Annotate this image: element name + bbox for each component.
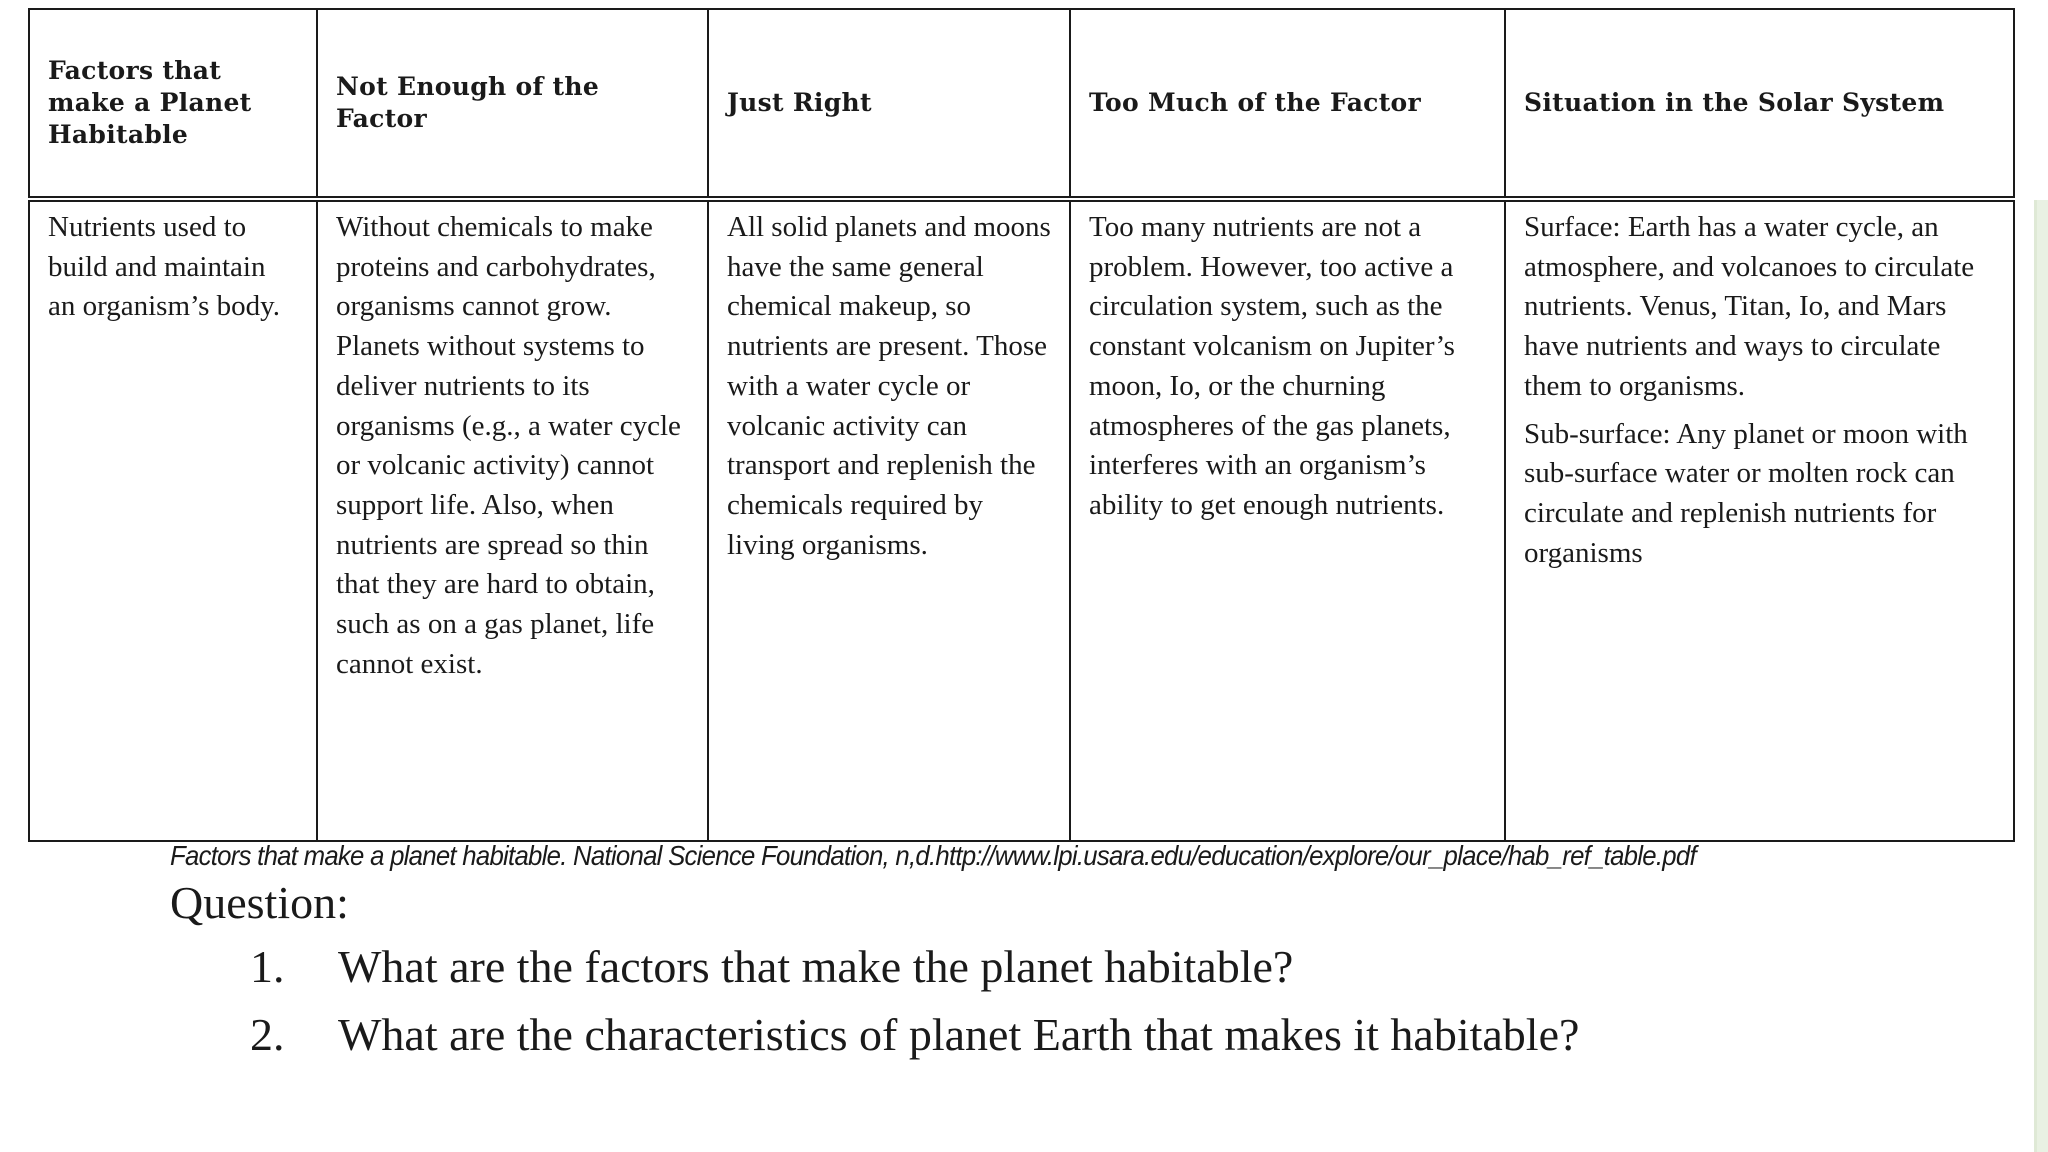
citation-text: Factors that make a planet habitable. National Science Foundation, n,d.http://www.lpi.usara.edu/education/explore/our_place/hab_ref_table.pdf xyxy=(170,840,1696,871)
question-number: 2. xyxy=(250,1009,285,1060)
list-item xyxy=(250,1008,1579,1076)
cell-too-much: Too many nutrients are not a problem. However, too active a circulation system, such as the constant volcanism on Jupiter’s moon, Io, or the churning atmospheres of the gas planets, interferes with an organism’s ability to get enough nutrients. xyxy=(1070,199,1505,841)
table-header-row xyxy=(29,9,2014,199)
situation-surface-text: Surface: Earth has a water cycle, an atmosphere, and volcanoes to circulate nutrients. Venus, Titan, Io, and Mars have nutrients and ways to circulate them to organisms. xyxy=(1524,211,1975,402)
question-number: 1. xyxy=(250,941,285,992)
header-factor: Factors that make a Planet Habitable xyxy=(29,9,317,199)
situation-subsurface-text: Sub-surface: Any planet or moon with sub-surface water or molten rock can circulate and replenish nutrients for organisms xyxy=(1524,417,1968,569)
habitability-table xyxy=(28,8,2015,842)
question-list xyxy=(250,940,1579,1076)
question-heading: Question: xyxy=(170,877,349,928)
table-row xyxy=(29,199,2014,841)
cell-just-right: All solid planets and moons have the same general chemical makeup, so nutrients are present. Those with a water cycle or volcanic activity can transport and replenish the chemicals required by living organisms. xyxy=(708,199,1070,841)
list-item xyxy=(250,940,1579,1008)
header-just-right: Just Right xyxy=(708,9,1070,199)
question-text: What are the characteristics of planet Earth that makes it habitable? xyxy=(338,1009,1580,1060)
header-situation: Situation in the Solar System xyxy=(1505,9,2014,199)
cell-situation xyxy=(1505,199,2014,841)
slide-edge-strip xyxy=(2034,200,2048,1152)
cell-not-enough: Without chemicals to make proteins and carbohydrates, organisms cannot grow. Planets without systems to deliver nutrients to its organisms (e.g., a water cycle or volcanic activity) cannot support life. Also, when nutrients are spread so thin that they are hard to obtain, such as on a gas planet, life cannot exist. xyxy=(317,199,708,841)
header-not-enough: Not Enough of the Factor xyxy=(317,9,708,199)
cell-factor: Nutrients used to build and maintain an organism’s body. xyxy=(29,199,317,841)
question-text: What are the factors that make the planet habitable? xyxy=(338,941,1294,992)
header-too-much: Too Much of the Factor xyxy=(1070,9,1505,199)
